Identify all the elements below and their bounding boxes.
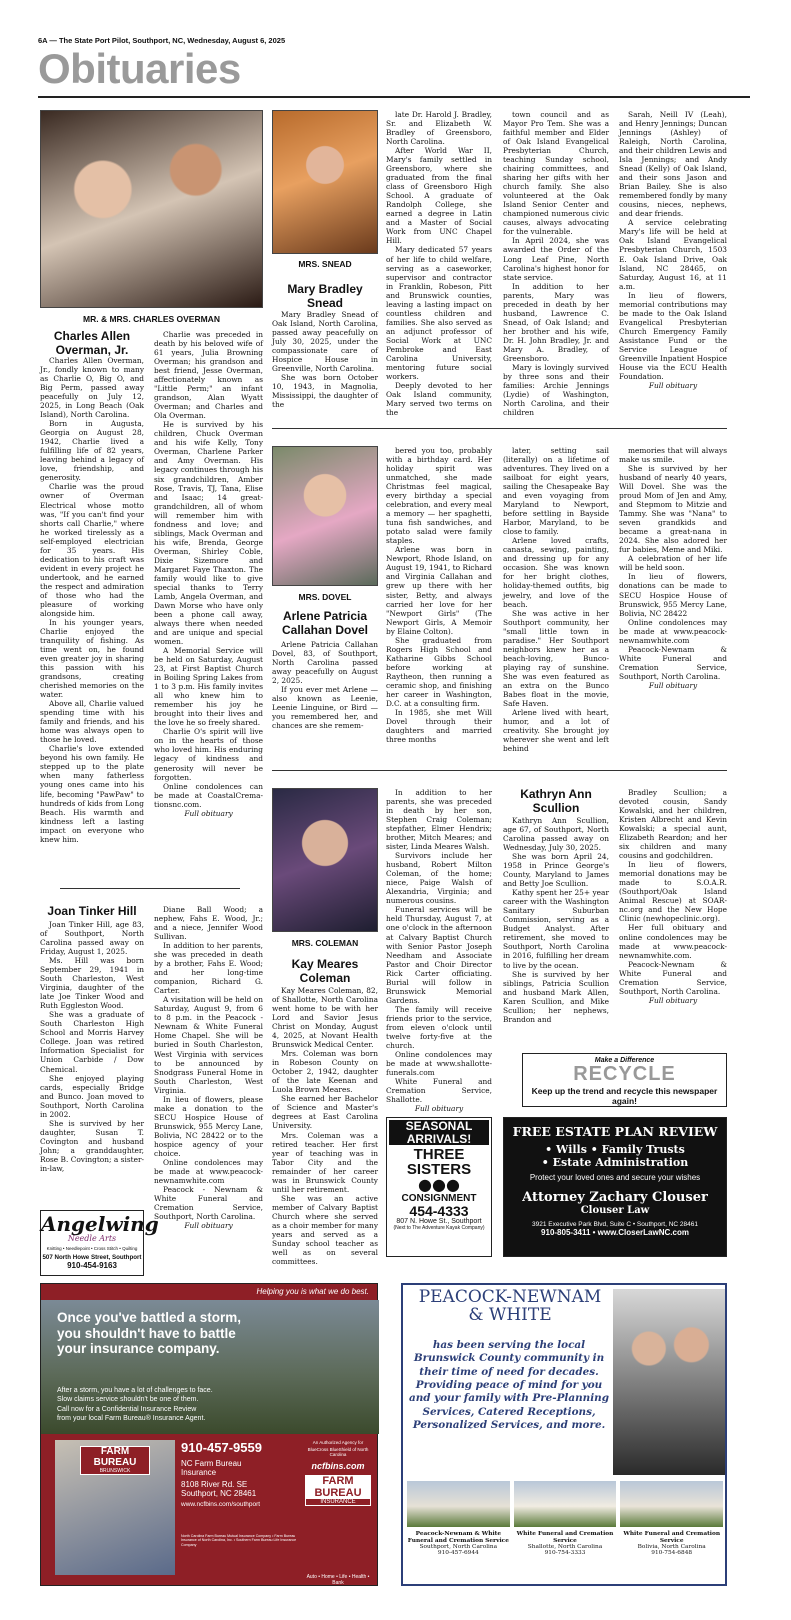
paragraph: She was a graduate of South Charleston High School and Morris Harvey College. Joan was retired Information Specialist for Union Carbide / Dow Chemical.	[40, 1010, 144, 1074]
pn-location-2	[514, 1531, 617, 1556]
dovel-name: Arlene Patricia Callahan Dovel	[281, 609, 369, 637]
overman-photo	[40, 110, 263, 308]
paragraph: She enjoyed playing cards, especially Bridge and Bunco. Joan moved to Southport, North Carolina in 2002.	[40, 1073, 144, 1119]
angelwing-sub: Needle Arts	[67, 1234, 117, 1243]
paragraph: Mary is lovingly survived by three sons and their families: Archie Jennings (Lydie) of Washington, North Carolina, and their children	[503, 362, 609, 418]
paragraph: Peacock-Newnam & White Funeral and Cremation Service, Southport, North Carolina.	[619, 644, 727, 681]
separator	[60, 888, 240, 889]
pn-building-photos	[407, 1481, 723, 1527]
paragraph: Survivors include her husband, Robert Milton Coleman, of the home; niece, Paige Walsh of Alexandria, Virginia; and numerous cousins.	[386, 851, 492, 906]
snead-photo	[272, 110, 378, 254]
paragraph: late Dr. Harold J. Bradley, Sr. and Elizabeth W. Bradley of Greensboro, North Carolina.	[386, 110, 492, 147]
paragraph: Kathy spent her 25+ year career with the Washington Sanitary Suburban Commission, serving as a Budget Analyst. After retirement, she moved to Southport, North Carolina in 2016, fulfilling her dream to live by the ocean.	[503, 888, 609, 970]
pn-body: has been serving the local Brunswick County community in their time of need for decades. Providing peace of mind for you and your family with Pre-Planning Services, Catered Receptions, Personalized Services, and more.	[409, 1339, 609, 1431]
estate-address: 3921 Executive Park Blvd, Suite C • Southport, NC 28461	[532, 1221, 698, 1228]
paragraph: In lieu of flowers, memorial donations may be made to S.O.A.R. (Southport/Oak Island Animal Rescue) at SOAR-nc.org and the New Hope Clinic (newhopeclinic.org).	[619, 860, 727, 924]
paragraph: A visitation will be held on Saturday, August 9, from 6 to 8 p.m. in the Peacock - Newnam & White Funeral Home Chapel. She will be buried in South Charleston, West Virginia with services to be announced by Snodgrass Funeral Home in South Charleston, West Virginia.	[154, 995, 263, 1095]
ts-line3: THREE	[413, 1146, 465, 1164]
paragraph: In addition to her parents, Mary was preceded in death by her husband, Lawrence C. Snead, of Oak Island; and her brother and his wife, Dr. H. John Bradley, Jr. and Mary A. Bradley, of Greensboro.	[503, 281, 609, 363]
building-photo	[620, 1481, 723, 1527]
separator	[272, 428, 727, 429]
paragraph: Mary dedicated 57 years of her life to child welfare, serving as a caseworker, supervisor and contractor in Franklin, Robeson, Pitt and Brunswick counties, leaving a lasting impact on countless children and families. She also served as an adjunct professor of Social Work at UNC Pembroke and East Carolina University, mentoring future social workers.	[386, 245, 492, 381]
overman-caption: MR. & MRS. CHARLES OVERMAN	[83, 314, 220, 324]
fb-logo2-bot: INSURANCE	[306, 1499, 370, 1505]
fb-headline: Once you've battled a storm, you shouldn't have to battle your insurance company.	[57, 1310, 242, 1357]
hill-name: Joan Tinker Hill	[47, 904, 137, 918]
paragraph: Arlene loved crafts, canasta, sewing, painting, and dressing up for any occasion. She was known for her bright clothes, holiday-themed outfits, big jewelry, and love of the beach.	[503, 536, 609, 609]
fb-agency2: Insurance	[181, 1468, 217, 1477]
scullion-name: Kathryn Ann Scullion	[520, 787, 592, 815]
recycle-small: Make a Difference	[594, 1057, 655, 1064]
ts-line4: SISTERS	[406, 1161, 472, 1179]
paragraph: In April 2024, she was awarded the Order of the Long Leaf Pine, North Carolina's highest honor for state service.	[503, 236, 609, 282]
dovel-col4	[619, 446, 727, 744]
fb-right	[303, 1440, 373, 1506]
estate-firm: Clouser Law	[580, 1205, 650, 1216]
snead-caption: MRS. SNEAD	[298, 259, 352, 269]
angelwing-address: 507 North Howe Street, Southport	[42, 1254, 142, 1261]
paragraph: Peacock-Newnam & White Funeral and Cremation Service, Southport, North Carolina.	[619, 959, 727, 996]
paragraph: Charlie O's spirit will live on in the hearts of those who loved him. His enduring legacy of kindness and generosity will never be forgotten.	[154, 727, 263, 782]
paragraph: Ms. Hill was born September 29, 1941 in South Charleston, West Virginia, daughter of the late Joe Tinker Wood and Ruth Eggleston Wood.	[40, 956, 144, 1011]
storm-image	[41, 1300, 379, 1434]
snead-col3	[503, 110, 609, 418]
coleman-name: Kay Meares Coleman	[291, 957, 359, 985]
pn-loc-city: Southport, North Carolina	[419, 1544, 498, 1551]
coleman-caption: MRS. COLEMAN	[291, 938, 359, 948]
paragraph: After World War II, Mary's family settled in Greensboro, where she graduated from the final class of Greensboro High School. A graduate of Randolph College, she earned a degree in Latin and a Master of Social Work from UNC Chapel Hill.	[386, 146, 492, 246]
paragraph: town council and as Mayor Pro Tem. She was a faithful member and Elder of Oak Island Evangelical Presbyterian Church, teaching Sunday school, chairing committees, and sharing her gifts with her church family. She also volunteered at the Oak Island Senior Center and championed numerous civic causes, always advocating for the vulnerable.	[503, 110, 609, 237]
fb-street: 8108 River Rd. SE	[181, 1480, 248, 1489]
paragraph: Mary Bradley Snead of Oak Island, North Carolina, passed away peacefully on July 30, 2025, under the compassionate care of Hospice House in Greenville, North Carolina.	[272, 310, 378, 374]
separator	[272, 770, 727, 771]
hill-col2	[154, 905, 263, 1260]
fb-logo2-top: FARM	[322, 1475, 354, 1487]
pn-loc-phone: 910-754-6848	[651, 1550, 693, 1557]
recycle-line: Keep up the trend and recycle this newspaper again!	[531, 1086, 718, 1106]
coleman-col1	[272, 986, 378, 1268]
fb-body-line: from your local Farm Bureau® Insurance Agent.	[57, 1415, 206, 1423]
paragraph: Arlene Patricia Callahan Dovel, 83, of Southport, North Carolina passed away peacefully on August 2, 2025.	[272, 640, 378, 686]
snead-signoff: Full obituary	[648, 380, 698, 390]
page-folio: 6A — The State Port Pilot, Southport, NC, Wednesday, August 6, 2025	[38, 36, 286, 45]
fb-logo2-mid: BUREAU	[314, 1486, 362, 1499]
paragraph: Online condolences may be made at www.shallotte-funerals.com	[386, 1049, 492, 1077]
fb-web[interactable]: www.ncfbins.com/southport	[181, 1501, 261, 1508]
paragraph: Arlene was born in Newport, Rhode Island, on August 19, 1941, to Richard and Virginia Callahan and grew up there with her sister, Betty, and always carried her love for her "Newport Girls" (The Newport Girls, A Memoir by Elaine Colton).	[386, 545, 492, 636]
paragraph: Online condolences may be made at www.peacock-newnamwhite.com	[619, 617, 727, 645]
fb-agent-note: An Authorized Agency for	[312, 1440, 364, 1445]
overman-col2	[154, 330, 263, 835]
paragraph: She is survived by her husband of nearly 40 years, Will Dovel. She was the proud Mom of Jen and Amy, and Stepmom to Mitzie and Tammy. She was "Nana" to seven grandkids and became a great-nana in 2024. She also adored her fur babies, Meme and Miki.	[619, 464, 727, 555]
scullion-signoff: Full obituary	[648, 995, 698, 1005]
ts-note: (Next to The Adventure Kayak Company)	[393, 1225, 485, 1232]
paragraph: Funeral services will be held Thursday, August 7, at one o'clock in the afternoon at Calvary Baptist Church with Senior Pastor Joseph Needham and Associate Pastor and Choir Director Rick Carter officiating. Burial will follow in Brunswick Memorial Gardens.	[386, 905, 492, 1005]
paragraph: later, setting sail (literally) on a lifetime of adventures. They lived on a sailboat for eight years, sailing the Chesapeake Bay and even voyaging from Maryland to Newport, before settling in Bayside Harbor, Maryland, to be close to family.	[503, 446, 609, 537]
paragraph: In lieu of flowers, memorial contributions may be made to the Oak Island Evangelical Presbyterian Church Emergency Family Assistance Fund or the Service League of Greenville Inpatient Hospice House via the ECU Health Foundation.	[619, 290, 727, 381]
paragraph: Charlie's love extended beyond his own family. He stepped up to the plate when many fatherless young ones came into his life, becoming "PawPaw" to hundreds of kids from Long Beach. His warmth and kindness left a lasting impact on everyone who knew him.	[40, 744, 144, 844]
paragraph: Deeply devoted to her Oak Island community, Mary served two terms on the	[386, 380, 492, 418]
pn-loc-phone: 910-754-3333	[544, 1550, 586, 1557]
fb-phone: 910-457-9559	[181, 1440, 262, 1455]
paragraph: She graduated from Rogers High School and Katharine Gibbs School before working at Raytheon, then running a ceramic shop, and finishing her career in Washington, D.C. at a consulting firm.	[386, 635, 492, 708]
section-title: Obituaries	[38, 45, 241, 92]
overman-col1	[40, 356, 144, 844]
ts-line5: CONSIGNMENT	[401, 1193, 477, 1205]
dovel-caption: MRS. DOVEL	[298, 592, 352, 602]
fb-logo2	[305, 1475, 371, 1506]
fb-body-line: After a storm, you have a lot of challenges to face.	[57, 1387, 213, 1394]
paragraph: The family will receive friends prior to the service, from eleven o'clock until twelve forty-five at the church.	[386, 1004, 492, 1050]
paragraph: Charlie was preceded in death by his beloved wife of 61 years, Julia Browning Overman; his grandson and best friend, Jesse Overman, affectionately known as "Little Perm;" an infant grandson, Alan Wyatt Overman; and Charles and Ola Overman.	[154, 330, 263, 421]
paragraph: She was born October 10, 1943, in Magnolia, Mississippi, the daughter of the	[272, 373, 378, 410]
fb-body-line: Call now for a Confidential Insurance Review	[57, 1405, 197, 1413]
paragraph: If you ever met Arlene — also known as Leenie, Leenie Linguine, or Bird — you remembered her, and chances are she remem-	[272, 685, 378, 731]
paragraph: She is survived by her siblings, Patricia Scullion and husband Mark Allen, Karen Scullion, and Mike Scullion; her nephews, Brandon and	[503, 969, 609, 1024]
estate-ad[interactable]	[503, 1117, 727, 1257]
estate-item3: • Estate Administration	[541, 1156, 689, 1169]
fb-fine: North Carolina Farm Bureau Mutual Insurance Company • Farm Bureau Insurance of North Carolina, Inc. • Southern Farm Bureau Life Insurance Company	[181, 1534, 297, 1547]
paragraph: Online condolences may be made at www.peacock-newnamwhite.com	[154, 1157, 263, 1185]
paragraph: A Memorial Service will be held on Saturday, August 23, at First Baptist Church in Boiling Spring Lakes from 1 to 3 p.m. His family invites all who knew him to remember his joy he brought into their lives and the love he so freely shared.	[154, 646, 263, 728]
pn-location-1	[407, 1531, 510, 1556]
pn-loc-name: Peacock-Newnam & White Funeral and Cremation Service	[407, 1531, 509, 1544]
ts-address: 807 N. Howe St., Southport	[396, 1218, 482, 1226]
paragraph: White Funeral and Cremation Service, Shallotte.	[386, 1077, 492, 1105]
owners-photo	[613, 1289, 725, 1475]
ts-line2: ARRIVALS!	[406, 1131, 472, 1146]
paragraph: In addition to her parents, she was preceded in death by a brother, Fahs E. Wood; and her long-time companion, Richard G. Carter.	[154, 941, 263, 996]
dovel-signoff: Full obituary	[648, 680, 698, 690]
fb-city: Southport, NC 28461	[181, 1489, 257, 1498]
building-photo	[407, 1481, 510, 1527]
scullion-col1	[503, 816, 609, 1030]
fb-bcbs: BlueCross BlueShield of North Carolina	[307, 1447, 369, 1457]
pn-title1: PEACOCK-NEWNAM	[418, 1287, 602, 1307]
pn-loc-city: Shallotte, North Carolina	[527, 1544, 603, 1551]
fb-logo-bottom: BUREAU	[93, 1456, 137, 1468]
pn-location-3	[620, 1531, 723, 1556]
paragraph: She earned her Bachelor of Science and Master's degrees at East Carolina University.	[272, 1094, 378, 1131]
paragraph: She was born April 24, 1958 in Prince George's County, Maryland to James and Betty Joe Scullion.	[503, 852, 609, 889]
angelwing-services: Knitting • Needlepoint • Cross Stitch • Quilting	[46, 1246, 138, 1251]
paragraph: In addition to her parents, she was preceded in death by her son, Stephen Craig Coleman; stepfather, Elmer Hendrix; brother, Mitch Meares; and sister, Linda Meares Walsh.	[386, 788, 492, 852]
silhouette-icon: ●●●	[418, 1175, 460, 1195]
dovel-col3	[503, 446, 609, 754]
paragraph: Charlie was the proud owner of Overman Electrical whose motto was, "If you can't find your shorts call Charlie," where he worked tirelessly as a self-employed electrician for 35 years. His dedication to his craft was evident in every project he undertook, and he earned the respect and admiration of those who had the pleasure of working alongside him.	[40, 482, 144, 618]
paragraph: Online condolences can be made at CoastalCrema-tionsnc.com.	[154, 781, 263, 809]
paragraph: Arlene lived with heart, humor, and a lot of creativity. She brought joy wherever she went and left behind	[503, 707, 609, 754]
fb-banner: Helping you is what we do best.	[256, 1287, 369, 1296]
paragraph: She was active in her Southport community, her "small little town in paradise." Her Southport neighbors knew her as a beach-loving, Bunco-playing ray of sunshine. She was even featured as an extra on the Bunco Babes float in the movie, Safe Haven.	[503, 608, 609, 708]
estate-tagline: Protect your loved ones and secure your wishes	[529, 1173, 701, 1182]
fb-lines: Auto • Home • Life • Health • Bank	[306, 1574, 370, 1586]
dovel-col2	[386, 446, 492, 744]
pn-title2: & WHITE	[468, 1304, 552, 1325]
fb-agency1: NC Farm Bureau	[181, 1459, 242, 1468]
paragraph: A service celebrating Mary's life will be held at Oak Island Evangelical Presbyterian Church, 1503 E. Oak Island Drive, Oak Island, NC 28465, on Saturday, August 16, at 11 a.m.	[619, 218, 727, 291]
recycle-big: RECYCLE	[573, 1063, 676, 1085]
farm-bureau-ad[interactable]	[40, 1283, 378, 1586]
paragraph: He is survived by his children, Chuck Overman and his wife Kelly, Tony Overman, Charlene Parker and Amy Overman. His legacy continues through his six grandchildren, Amber Rose, Travis, TJ, Tana, Elise and Isaac; 14 great-grandchildren, all of whom will remember him with fondness and love; and siblings, Mack Overman and his wife, Brenda, George Overman, Shirley Coble, Dixie Sizemore and Margaret Faye Thaxton. The family would like to give special thanks to Terry Lamb, Angela Overman, and Dawn Morse who have only been a phone call away, always there when needed and are unique and special women.	[154, 420, 263, 647]
angelwing-ad[interactable]	[40, 1210, 159, 1276]
paragraph: Charles Allen Overman, Jr., fondly known to many as Charlie O, Big O, and Big Perm, passed away peacefully on July 12, 2025, in Long Beach (Oak Island), North Carolina.	[40, 356, 144, 420]
fb-site[interactable]: ncfbins.com	[311, 1461, 365, 1471]
ts-line1: SEASONAL	[405, 1119, 473, 1133]
ts-phone: 454-4333	[409, 1203, 469, 1220]
overman-name: Charles Allen Overman, Jr.	[53, 329, 131, 357]
pn-loc-name: White Funeral and Cremation Service	[623, 1531, 721, 1544]
paragraph: Joan Tinker Hill, age 83, of Southport, North Carolina passed away on Friday, August 1, 2025.	[40, 920, 144, 957]
pn-loc-name: White Funeral and Cremation Service	[516, 1531, 614, 1544]
estate-items: • Wills • Family Trusts	[545, 1143, 685, 1156]
hill-signoff: Full obituary	[184, 1221, 233, 1231]
fb-logo-top: FARM	[100, 1446, 130, 1457]
coleman-photo	[272, 788, 378, 932]
pn-locations	[407, 1531, 723, 1556]
pn-title	[405, 1289, 615, 1325]
snead-col2	[386, 110, 492, 418]
fb-body-line: Slow claims service shouldn't be one of them.	[57, 1396, 199, 1404]
fb-logo-sub: BRUNSWICK	[99, 1468, 131, 1474]
paragraph: Bradley Scullion; a devoted cousin, Sandy Kowalski, and her children, Kristen Albrecht and Kevin Kowalski; a special aunt, Elizabeth Reardon; and her six children and many cousins and godchildren.	[619, 788, 727, 861]
paragraph: Above all, Charlie valued spending time with his family and friends, and his home was always open to those he loved.	[40, 699, 144, 745]
dovel-photo	[272, 446, 378, 586]
paragraph: Peacock - Newnam & White Funeral and Cremation Service, Southport, North Carolina.	[154, 1184, 263, 1222]
building-photo	[514, 1481, 617, 1527]
snead-col1	[272, 310, 378, 410]
paragraph: Born in Augusta, Georgia on August 28, 1942, Charlie lived a fulfilling life of 82 years, leaving behind a legacy of love, friendship, and generosity.	[40, 419, 144, 483]
paragraph: A celebration of her life will be held soon.	[619, 554, 727, 573]
recycle-ad	[522, 1053, 727, 1107]
agents-photo	[55, 1440, 175, 1575]
paragraph: Kathryn Ann Scullion, age 67, of Southport, North Carolina passed away on Wednesday, July 30, 2025.	[503, 816, 609, 853]
angelwing-name: Angelwing	[41, 1212, 159, 1236]
three-sisters-ad[interactable]	[386, 1117, 492, 1257]
snead-name: Mary Bradley Snead	[287, 282, 363, 310]
paragraph: Her full obituary and online condolences may be made at www.peacock-newnamwhite.com.	[619, 923, 727, 960]
coleman-signoff: Full obituary	[414, 1104, 464, 1114]
paragraph: Mrs. Coleman was a retired teacher. Her first year of teaching was in Tabor City and the remainder of her career was in Brunswick County until her retirement.	[272, 1130, 378, 1194]
paragraph: bered you too, probably with a birthday card. Her holiday spirit was unmatched, she made Christmas feel magical, every birthday a special celebration, and every meal a memory — her spaghetti, tuna fish sandwiches, and potato salad were family staples.	[386, 446, 492, 546]
fb-logo	[80, 1446, 150, 1475]
snead-col4	[619, 110, 727, 410]
paragraph: In lieu of flowers, please make a donation to the SECU Hospice House of Brunswick, 955 Mercy Lane, Bolivia, NC 28422 or to the hospice agency of your choice.	[154, 1094, 263, 1158]
estate-headline: FREE ESTATE PLAN REVIEW	[512, 1124, 718, 1139]
paragraph: Mrs. Coleman was born in Robeson County on October 2, 1942, daughter of the late Keenan and Luola Brown Meares.	[272, 1049, 378, 1095]
dovel-col1	[272, 640, 378, 736]
paragraph: memories that will always make us smile.	[619, 446, 727, 465]
header-rule	[38, 96, 750, 98]
coleman-col2	[386, 788, 492, 1114]
pn-loc-phone: 910-457-6944	[437, 1550, 479, 1557]
paragraph: In 1985, she met Will Dovel through their daughters and married three months	[386, 707, 492, 744]
paragraph: Sarah, Neill IV (Leah), and Henry Jennings; Duncan Jennings (Ashley) of Raleigh, North Carolina, and their children Lewis and Isla Jennings; and Andy Snead (Kelly) of Oak Island, and their sons Jason and Brian Bailey. She is also remembered fondly by many cousins, nieces, nephews, and dear friends.	[619, 110, 727, 219]
fb-contact	[181, 1440, 301, 1508]
overman-signoff: Full obituary	[184, 808, 233, 818]
estate-contact: 910-805-3411 • www.CloserLawNC.com	[541, 1228, 689, 1237]
fb-body	[57, 1386, 297, 1424]
paragraph: In lieu of flowers, donations can be made to SECU Hospice House of Brunswick, 955 Mercy Lane, Bolivia, NC 28422	[619, 572, 727, 618]
estate-attorney: Attorney Zachary Clouser	[522, 1190, 708, 1205]
angelwing-phone: 910-454-9163	[67, 1261, 117, 1270]
paragraph: In his younger years, Charlie enjoyed the tranquility of fishing. As time went on, he found even greater joy in sharing this passion with his grandsons, creating cherished memories on the water.	[40, 617, 144, 700]
paragraph: She is survived by her daughter, Susan T. Covington and husband John; a granddaughter, Rose B. Covington; a sister-in-law,	[40, 1118, 144, 1173]
scullion-col2	[619, 788, 727, 1030]
paragraph: She was an active member of Calvary Baptist Church where she served as a choir member for many years and served as a Sunday school teacher as well as on several committees.	[272, 1193, 378, 1266]
peacock-newnam-ad[interactable]	[401, 1283, 727, 1586]
pn-loc-city: Bolivia, North Carolina	[637, 1544, 706, 1551]
hill-col1	[40, 920, 144, 1210]
paragraph: Kay Meares Coleman, 82, of Shallotte, North Carolina went home to be with her Lord and Savior Jesus Christ on Monday, August 4, 2025, at Novant Health Brunswick Medical Center.	[272, 986, 378, 1050]
paragraph: Diane Ball Wood; a nephew, Fahs E. Wood, Jr.; and a niece, Jennifer Wood Sullivan.	[154, 905, 263, 942]
